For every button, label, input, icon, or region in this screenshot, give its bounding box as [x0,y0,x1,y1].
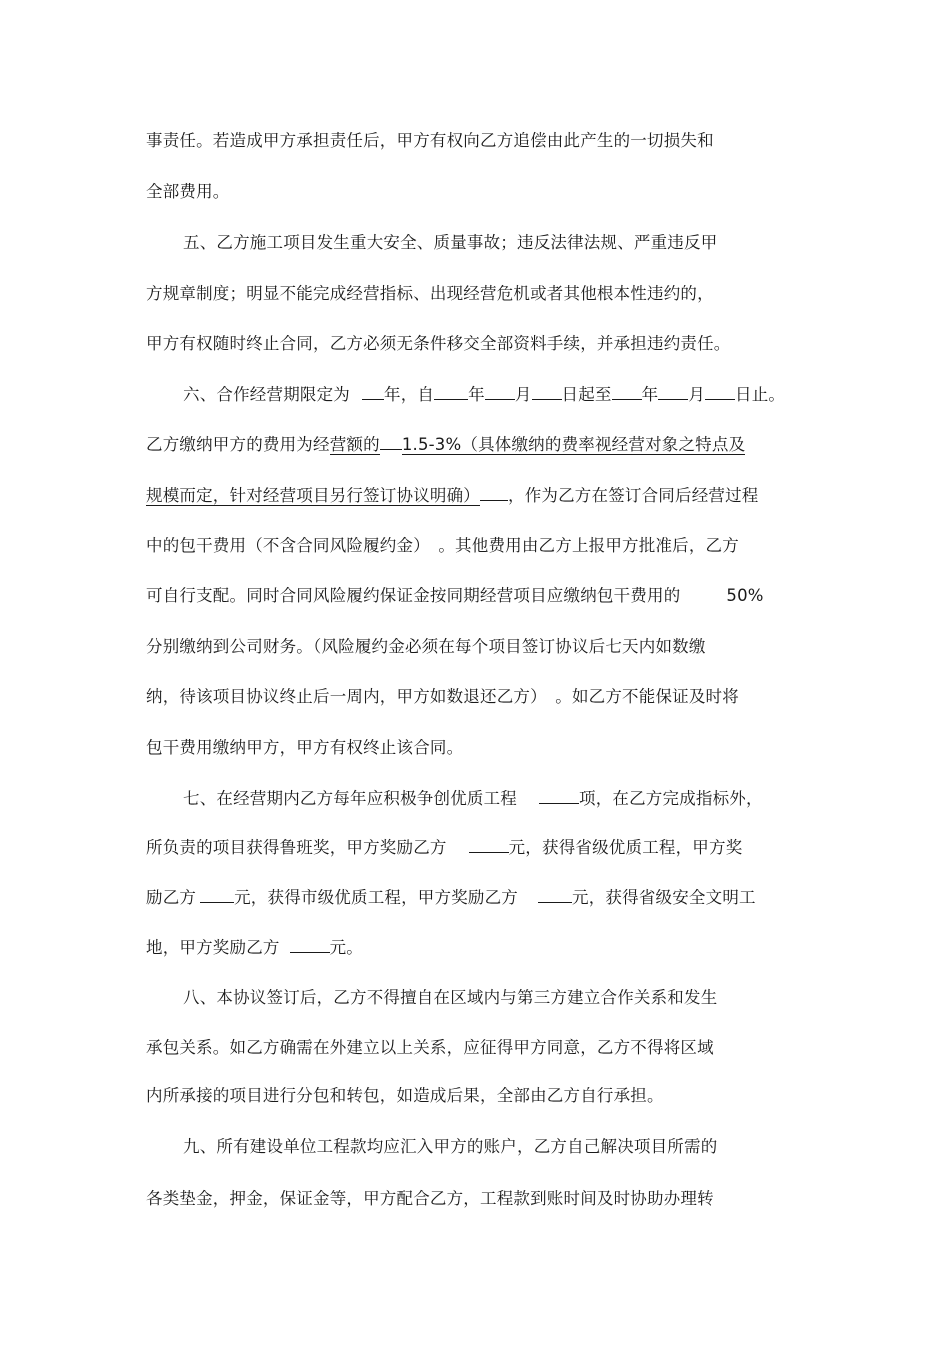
p9-line-2: 各类垫金，押金，保证金等，甲方配合乙方，工程款到账时间及时协助办理转 [146,1189,714,1208]
blank-start-year [434,379,468,400]
p6-line-3 [146,481,826,511]
p7-text-l4a: 地，甲方奖励乙方 [146,938,280,957]
p7-luban-text: 所负责的项目获得鲁班奖，甲方奖励乙方 [146,838,447,857]
p6-line-7: 纳，待该项目协议终止后一周内，甲方如数退还乙方） 。如乙方不能保证及时将 [146,687,739,706]
blank-luban-reward [469,832,509,853]
blank-end-day [705,379,735,400]
blank-years [362,379,384,400]
p6-deposit-text: 可自行支配。同时合同风险履约保证金按同期经营项目应缴纳包干费用的 [146,586,681,605]
p8-line-2: 承包关系。如乙方确需在外建立以上关系，应征得甲方同意，乙方不得将区域 [146,1038,714,1057]
p6-line-6: 分别缴纳到公司财务。（风险履约金必须在每个项目签订协议后七天内如数缴 [146,637,706,656]
p6-text-f: 年 [641,385,659,404]
p7-line-1 [183,783,863,813]
p4-line-2: 全部费用。 [146,182,230,201]
p7-text-l4b: 元。 [329,938,364,957]
p6-rate-note: 规模而定，针对经营项目另行签订协议明确） [146,486,480,505]
p8-line-3: 内所承接的项目进行分包和转包，如造成后果，全部由乙方自行承担。 [146,1086,664,1105]
blank-safety-reward [290,932,330,953]
p5-line-3: 甲方有权随时终止合同，乙方必须无条件移交全部资料手续，并承担违约责任。 [146,334,731,353]
p6-line-8: 包干费用缴纳甲方，甲方有权终止该合同。 [146,738,464,757]
p6-line-5 [146,581,826,611]
p7-text-a: 七、在经营期内乙方每年应积极争创优质工程 [183,789,517,808]
p6-text-h: 日止。 [735,385,786,404]
p6-fee-rate: 1.5-3%（具体缴纳的费率视经营对象之特点及 [401,435,746,454]
p7-text-l3b: 元，获得市级优质工程，甲方奖励乙方 [234,888,519,907]
p5-line-1: 五、乙方施工项目发生重大安全、质量事故；违反法律法规、严重违反甲 [183,233,718,252]
p6-fee-underlined: 营额的 [329,435,380,454]
p6-text-b: 年，自 [384,385,435,404]
blank-start-month [485,379,515,400]
p8-line-1: 八、本协议签订后，乙方不得擅自在区域内与第三方建立合作关系和发生 [183,988,718,1007]
p7-text-l2b: 元，获得省级优质工程，甲方奖 [508,838,743,857]
blank-quality-projects [539,783,579,804]
p4-line-1: 事责任。若造成甲方承担责任后，甲方有权向乙方追偿由此产生的一切损失和 [146,131,714,150]
p6-text-c: 年 [468,385,485,404]
p7-text-l3a: 励乙方 [146,888,197,907]
p6-line-4: 中的包干费用（不含合同风险履约金） 。其他费用由乙方上报甲方批准后，乙方 [146,536,739,555]
p6-line-1 [183,379,863,409]
p7-text-l3c: 元，获得省级安全文明工 [572,888,756,907]
p5-line-2: 方规章制度；明显不能完成经营指标、出现经营危机或者其他根本性违约的， [146,284,714,303]
p7-line-3 [146,882,826,912]
p9-line-1: 九、所有建设单位工程款均应汇入甲方的账户，乙方自己解决项目所需的 [183,1137,718,1156]
p6-text-e: 日起至 [561,385,612,404]
p6-term-label: 六、合作经营期限定为 [183,385,350,404]
blank-provincial-reward [200,882,234,903]
p6-line-2 [146,430,826,460]
blank-start-day [532,379,562,400]
p7-line-4 [146,932,826,962]
p6-text-g: 月 [688,385,706,404]
p7-text-b: 项，在乙方完成指标外， [579,789,763,808]
p6-deposit-percent: 50% [726,586,764,605]
p6-text-d: 月 [514,385,532,404]
p6-fee-label: 乙方缴纳甲方的费用为经 [146,435,330,454]
p7-line-2 [146,832,826,862]
blank-city-reward [538,882,572,903]
blank-end-year [612,379,642,400]
p6-text-l3b: ，作为乙方在签订合同后经营过程 [508,486,759,505]
blank-end-month [658,379,688,400]
